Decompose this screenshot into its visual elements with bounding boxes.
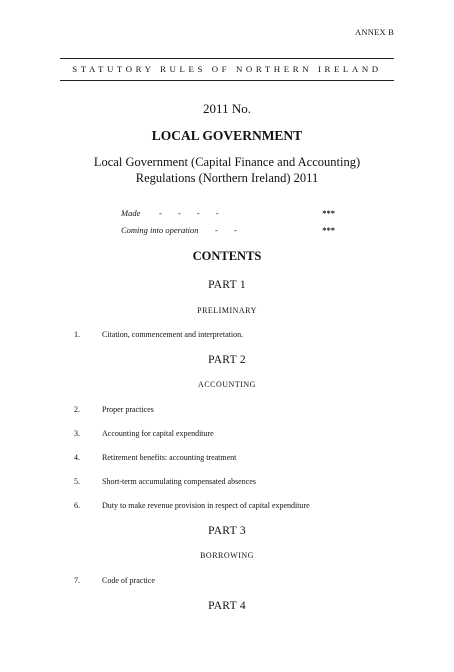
part-title: BORROWING xyxy=(200,551,254,560)
entry-text: Citation, commencement and interpretation. xyxy=(102,330,244,339)
part-heading: PART 3 xyxy=(208,525,246,537)
made-value: *** xyxy=(322,208,335,218)
rule-number: 2011 No. xyxy=(203,101,251,116)
entry-number: 7. xyxy=(74,576,80,585)
part-heading: PART 4 xyxy=(208,600,246,612)
entry-number: 2. xyxy=(74,405,80,414)
made-label: Made xyxy=(121,208,141,218)
entry-text: Short-term accumulating compensated absences xyxy=(102,477,256,486)
series-heading: STATUTORY RULES OF NORTHERN IRELAND xyxy=(72,64,382,74)
top-rule xyxy=(60,58,394,59)
entry-number: 4. xyxy=(74,453,80,462)
entry-text: Duty to make revenue provision in respect of capital expenditure xyxy=(102,501,310,510)
part-title: ACCOUNTING xyxy=(198,380,256,389)
made-dashes: - - - - xyxy=(159,208,226,218)
entry-number: 1. xyxy=(74,330,80,339)
operation-label: Coming into operation xyxy=(121,225,199,235)
entry-text: Retirement benefits: accounting treatment xyxy=(102,453,237,462)
entry-text: Code of practice xyxy=(102,576,155,585)
operation-value: *** xyxy=(322,225,335,235)
title-line-1: Local Government (Capital Finance and Accounting) xyxy=(93,155,361,169)
part-title: PRELIMINARY xyxy=(197,306,257,315)
subject-heading: LOCAL GOVERNMENT xyxy=(151,128,303,143)
title-line-2: Regulations (Northern Ireland) 2011 xyxy=(135,171,319,185)
part-heading: PART 2 xyxy=(208,354,246,366)
entry-text: Proper practices xyxy=(102,405,154,414)
part-heading: PART 1 xyxy=(208,279,246,291)
entry-number: 6. xyxy=(74,501,80,510)
entry-text: Accounting for capital expenditure xyxy=(102,429,214,438)
annex-label: ANNEX B xyxy=(355,27,394,37)
operation-dashes: - - xyxy=(215,225,244,235)
entry-number: 3. xyxy=(74,429,80,438)
contents-heading: CONTENTS xyxy=(192,249,262,263)
entry-number: 5. xyxy=(74,477,80,486)
bottom-rule xyxy=(60,80,394,81)
